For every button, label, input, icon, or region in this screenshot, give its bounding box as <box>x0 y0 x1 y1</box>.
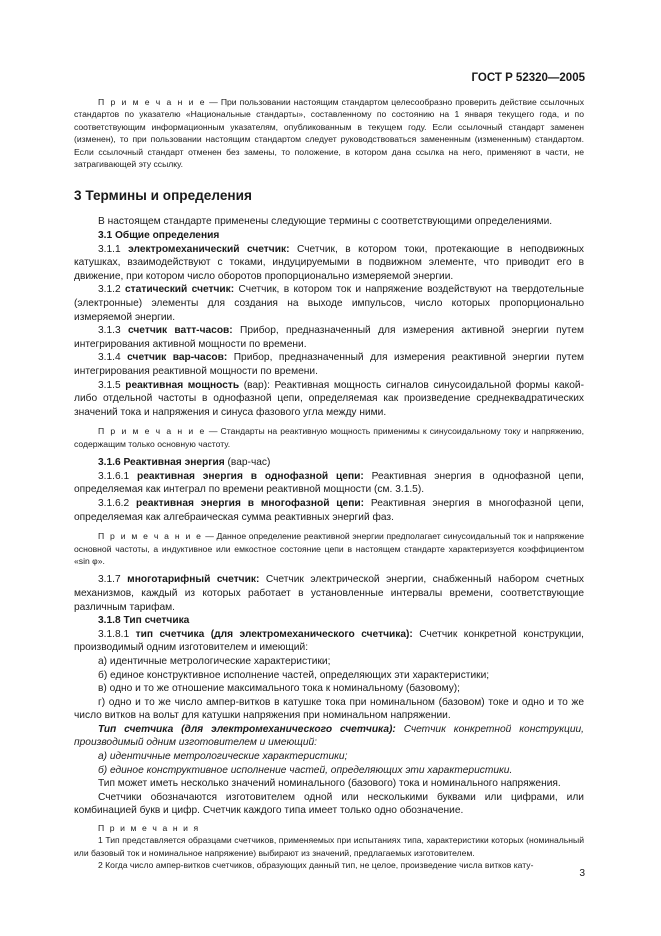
definition-text: Счетчик электрической энергии, снабженный набором счетных механизмов, каждый из которых работает в установленные интервалы времени, соответствующие различным тарифам. <box>74 574 584 613</box>
definition-text: Прибор, предназначенный для измерения активной энергии путем интегрирования активной мощности по времени. <box>74 325 585 350</box>
page-content <box>74 96 584 872</box>
term: многотарифный счетчик: <box>127 574 260 586</box>
definition-text: Счетчик, в котором ток и напряжение воздействуют на твердотельные (электронные) элементы для создания на выходе импульсов, число которых пропорционально измеряемой энергии. <box>74 284 584 323</box>
note-text: — Данное определение реактивной энергии предполагает синусоидальный ток и напряжение основной частоты, а индуктивное или емкостное состояние цепи в настоящем стандарте характеризуется коэффициентом «sin φ». <box>74 531 584 566</box>
note-item: 2 Когда число ампер-витков счетчиков, образующих данный тип, не целое, произведение числа витков кату- <box>98 860 534 871</box>
term: Реактивная энергия <box>123 457 225 469</box>
note-label: П р и м е ч а н и е <box>98 531 203 542</box>
definition-3-1-4 <box>74 351 584 378</box>
subsection-3-1-8: 3.1.8 Тип счетчика <box>98 615 190 627</box>
definition-text: Счетчик конкретной конструкции, производимый одним изготовителем и имеющий: <box>74 723 585 749</box>
definition-text: Счетчик, в котором токи, протекающие в неподвижных катушках, взаимодействуют с токами, индуцируемыми в подвижном элементе, что приводит его в движение, при котором число оборотов пропорционально измеряемой энергии. <box>74 243 585 282</box>
definition-3-1-8-1 <box>74 628 584 655</box>
characteristics-list <box>74 655 584 696</box>
note-text: — Стандарты на реактивную мощность применимы к синусоидальному току и напряжению, содержащим только основную частоту. <box>74 426 584 449</box>
notes-label: П р и м е ч а н и я <box>98 823 200 834</box>
term: статический счетчик: <box>125 284 235 296</box>
note-reactive-power <box>74 425 584 450</box>
term: счетчик вар-часов: <box>127 352 228 364</box>
intro-paragraph: В настоящем стандарте применены следующие термины с соответствующими определениями. <box>98 216 553 228</box>
italic-definition <box>74 723 584 750</box>
standard-header: ГОСТ Р 52320—2005 <box>471 72 585 84</box>
clause-number: 3.1.2 <box>98 284 126 296</box>
clause-number: 3.1.8.1 <box>98 628 136 640</box>
list-item: б) единое конструктивное исполнение частей, определяющих эти характеристики. <box>98 764 513 776</box>
page-number: 3 <box>579 868 585 879</box>
clause-number: 3.1.4 <box>98 352 128 364</box>
list-item: а) идентичные метрологические характеристики; <box>98 655 331 667</box>
clause-number: 3.1.5 <box>98 379 126 391</box>
section-title: 3 Термины и определения <box>74 188 252 204</box>
list-item: в) одно и то же отношение максимального тока к номинальному (базовому); <box>98 683 461 695</box>
note-reactive-energy <box>74 530 584 567</box>
note-text: — При пользовании настоящим стандартом целесообразно проверить действие ссылочных стандартов по указателю «Национальные стандарты», составленному по состоянию на 1 января текущего года, и по соответствующим информационным указателям, опубликованным в текущем году. Если ссылочный стандарт заменен (изменен), то при пользовании настоящим стандартом следует руководствоваться замененным (измененным) стандартом. Если ссылочный стандарт отменен без замены, то положение, в котором дана ссылка на него, применяют в части, не затрагивающей эту ссылку. <box>74 97 585 170</box>
subsection-3-1: 3.1 Общие определения <box>98 230 220 242</box>
clause-number: 3.1.6.2 <box>98 497 136 509</box>
definition-3-1-6-2 <box>74 497 584 524</box>
term: реактивная энергия в однофазной цепи: <box>137 470 364 482</box>
term: тип счетчика (для электромеханического счетчика): <box>135 628 413 640</box>
definition-text: Счетчик конкретной конструкции, производимый одним изготовителем и имеющий: <box>74 628 584 654</box>
term: реактивная энергия в многофазной цепи: <box>136 497 365 509</box>
definition-text: (вар): Реактивная мощность сигналов синусоидальной формы какой-либо отдельной частоты в однофазной цепи, определяемая как произведение среднеквадратических значений тока и напряжения и синуса фазового угла между ними. <box>74 379 584 418</box>
definition-3-1-1 <box>74 243 584 284</box>
definition-3-1-2 <box>74 283 584 324</box>
note-item: 1 Тип представляется образцами счетчиков, применяемых при испытаниях типа, характеристики которых (номинальный или базовый ток и номинальное напряжение) выбирают из значений, предлагаемых изготовителем. <box>74 835 584 858</box>
clause-number: 3.1.6.1 <box>98 470 137 482</box>
list-item: г) одно и то же число ампер-витков в катушке тока при номинальном (базовом) токе и одно и то же число витков на вольт для катушки напряжения при номинальном напряжении. <box>74 696 584 722</box>
type-paragraph-2: Счетчики обозначаются изготовителем одной или несколькими буквами или цифрами, или комбинацией букв и цифр. Счетчик каждого типа имеет только одно обозначение. <box>74 791 584 817</box>
clause-number: 3.1.1 <box>98 243 129 255</box>
note-label: П р и м е ч а н и е <box>98 97 207 107</box>
italic-list <box>74 750 584 777</box>
type-paragraph-1: Тип может иметь несколько значений номинального (базового) тока и номинального напряжения. <box>98 778 561 790</box>
clause-number: 3.1.3 <box>98 325 128 337</box>
note-references <box>74 96 584 170</box>
term: реактивная мощность <box>125 379 240 391</box>
list-item: а) идентичные метрологические характеристики; <box>98 751 348 763</box>
clause-number: 3.1.7 <box>98 574 128 586</box>
clause-number: 3.1.6 <box>98 457 124 469</box>
definition-text: (вар-час) <box>224 457 271 469</box>
definition-text: Реактивная энергия в многофазной цепи, определяемая как алгебраическая сумма реактивных энергий фаз. <box>74 497 584 523</box>
term: Тип счетчика (для электромеханического счетчика): <box>98 723 396 735</box>
list-item: б) единое конструктивное исполнение частей, определяющих эти характеристики; <box>98 669 490 681</box>
definition-text: Реактивная энергия в однофазной цепи, определяемая как интеграл по времени реактивной мощности (см. 3.1.5). <box>74 470 584 496</box>
definition-3-1-6 <box>74 456 584 470</box>
term: электромеханический счетчик: <box>128 243 290 255</box>
definition-3-1-7 <box>74 573 584 614</box>
definition-text: Прибор, предназначенный для измерения реактивной энергии путем интегрирования реактивной мощности по времени. <box>74 352 584 377</box>
note-label: П р и м е ч а н и е <box>98 426 206 437</box>
definition-3-1-6-1 <box>74 470 584 497</box>
term: счетчик ватт-часов: <box>127 325 233 337</box>
definition-3-1-5 <box>74 379 584 420</box>
definition-3-1-3 <box>74 324 584 351</box>
